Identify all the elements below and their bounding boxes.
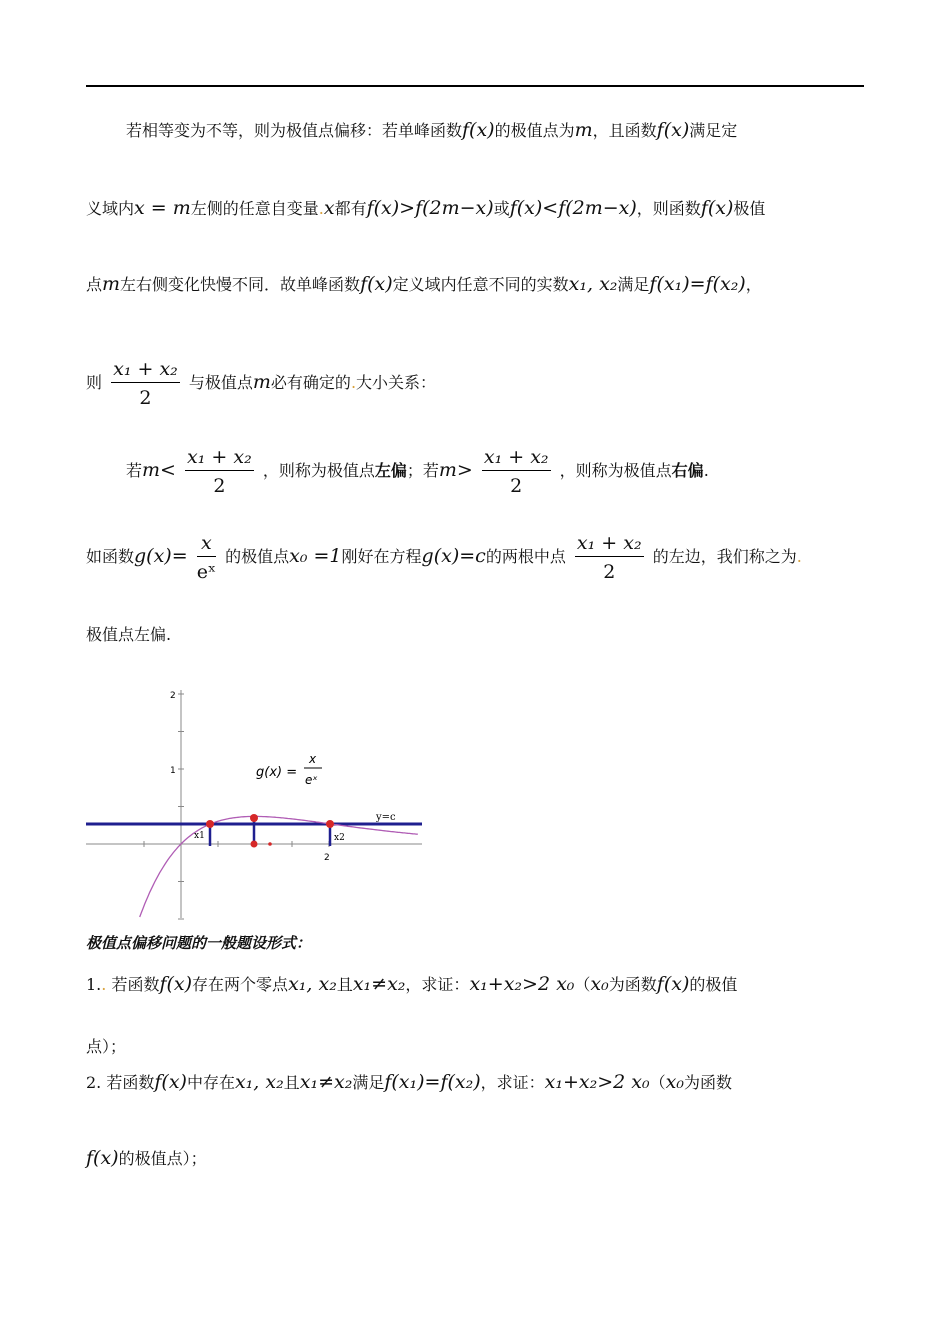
item2-line2: f(x)的极值点）； xyxy=(86,1147,207,1169)
point-x2 xyxy=(326,820,334,828)
midpoint-fraction: $\frac{\text{x₁ + x₂}}{2}$ xyxy=(113,358,178,409)
section-heading: 极值点偏移问题的一般题设形式： xyxy=(86,934,312,952)
graph-formula-num: x xyxy=(309,752,317,766)
point-x1 xyxy=(206,820,214,828)
graph-formula-lhs: g(x) = xyxy=(256,765,298,780)
para3-line2: 极值点左偏. xyxy=(86,625,172,644)
item1-line2: 点）； xyxy=(86,1037,127,1056)
item1-line1: 1.. 若函数f(x)存在两个零点x₁, x₂且x₁≠x₂，求证：x₁+x₂>2 x₀（x₀为函数f(x)的极值 xyxy=(86,973,738,995)
graph-formula-den: eˣ xyxy=(305,773,318,787)
top-rule xyxy=(86,85,864,87)
para3-line1: 如函数g(x)= $\frac{x}{\text{eˣ}}$ 的极值点x₀ =1刚好在方程g(x)=c的两根中点 $\frac{\text{x₁ + x₂}}{2}$ 的左边，我们称之为. xyxy=(86,532,802,583)
para1-line1: 若相等变为不等，则为极值点偏移：若单峰函数f(x)的极值点为m，且函数f(x)满足定 xyxy=(126,119,738,141)
label-x2: x2 xyxy=(334,833,345,843)
para1-line3: 点m左右侧变化快慢不同．故单峰函数f(x)定义域内任意不同的实数x₁, x₂满足f(x₁)=f(x₂)， xyxy=(86,273,762,295)
foot-midpoint xyxy=(268,842,272,846)
y-tick-1: 1 xyxy=(170,766,176,776)
para1-line2: 义域内x = m左侧的任意自变量.x都有f(x)>f(2m−x)或f(x)<f(2m−x)，则函数f(x)极值 xyxy=(86,197,766,219)
foot-extremum xyxy=(251,841,258,848)
item2-line1: 2. 若函数f(x)中存在x₁, x₂且x₁≠x₂满足f(x₁)=f(x₂)，求证：x₁+x₂>2 x₀（x₀为函数 xyxy=(86,1071,733,1093)
para2: 若m< $\frac{\text{x₁ + x₂}}{2}$ ，则称为极值点左偏；若m> $\frac{\text{x₁ + x₂}}{2}$ ，则称为极值点右偏. xyxy=(126,446,709,497)
y-tick-2: 2 xyxy=(170,691,176,701)
axis-ticks xyxy=(144,694,329,919)
para1-line4: 则 $\frac{\text{x₁ + x₂}}{2}$ 与极值点m必有确定的.大小关系： xyxy=(86,358,437,409)
x-tick-2: 2 xyxy=(324,853,330,863)
label-y-c: y=c xyxy=(376,812,396,823)
point-extremum xyxy=(250,814,258,822)
label-x1: x1 xyxy=(194,831,205,841)
function-graph xyxy=(86,688,426,920)
